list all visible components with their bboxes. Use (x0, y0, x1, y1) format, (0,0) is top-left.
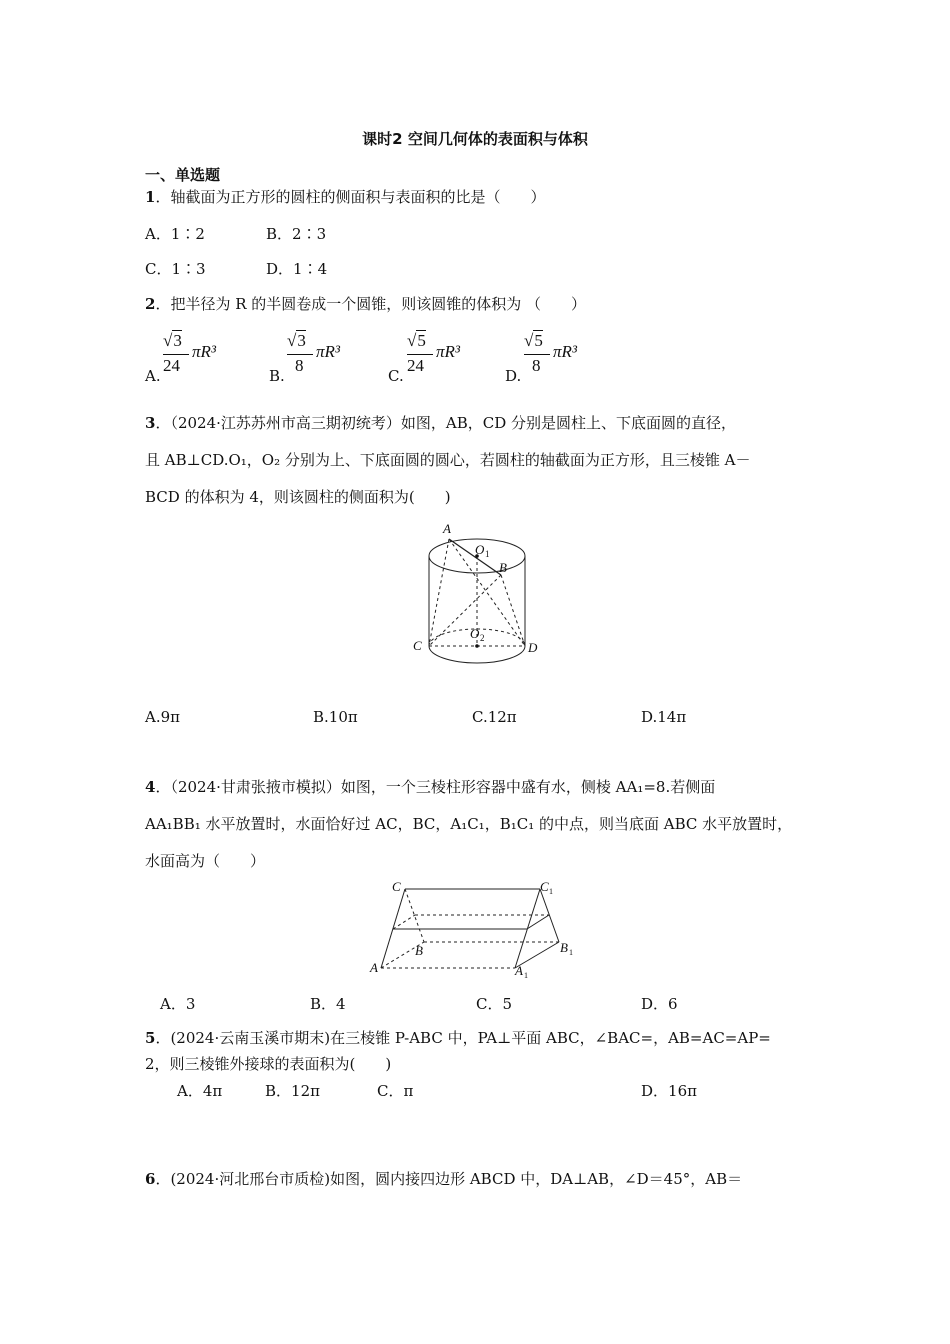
q2-option-d-root: 5 (534, 331, 543, 350)
label-c1: C (540, 879, 549, 894)
q1-option-b: B．2∶3 (266, 225, 327, 243)
question-5-line-2: 2，则三棱锥外接球的表面积为( ) (145, 1055, 392, 1073)
q3-option-c: C.12π (472, 708, 517, 726)
question-1-number: 1 (145, 188, 156, 206)
question-3-number: 3 (145, 414, 156, 432)
q2-option-b-letter: B. (269, 367, 285, 385)
q2-option-c-tail: πR³ (436, 342, 460, 361)
q1-option-a: A．1∶2 (145, 225, 205, 243)
q2-option-a-root: 3 (173, 331, 182, 350)
q2-option-a-fraction: √3 24 πR³ (163, 331, 216, 375)
label-o2: O (470, 626, 480, 641)
q2-option-b-tail: πR³ (316, 342, 340, 361)
q5-option-b: B．12π (265, 1082, 320, 1100)
question-3-text-1: ．（2024·江苏苏州市高三期初统考）如图，AB，CD 分别是圆柱上、下底面圆的直径， (155, 414, 737, 432)
question-4-text-1: ．（2024·甘肃张掖市模拟）如图，一个三棱柱形容器中盛有水，侧棱 AA₁=8.若侧面 (155, 778, 716, 796)
q2-option-d-letter: D. (505, 367, 522, 385)
label-o1-sub: 1 (485, 549, 490, 559)
question-2 (145, 294, 586, 314)
q2-option-b-root: 3 (297, 331, 306, 350)
question-6-line-1 (145, 1169, 742, 1189)
q2-option-b-fraction: √3 8 πR³ (287, 331, 340, 375)
question-4-line-1 (145, 777, 715, 797)
q3-option-b: B.10π (313, 708, 358, 726)
q2-option-c-fraction: √5 24 πR³ (407, 331, 460, 375)
q2-option-b-den: 8 (295, 356, 304, 375)
page-title: 课时2 空间几何体的表面积与体积 (362, 130, 588, 148)
label-o2-sub: 2 (480, 633, 485, 643)
q5-option-c: C．π (377, 1082, 414, 1100)
label-d: D (528, 640, 538, 655)
q5-option-a: A．4π (177, 1082, 223, 1100)
label-c: C (413, 638, 422, 653)
section-heading: 一、单选题 (145, 166, 221, 184)
label-b: B (415, 943, 423, 958)
q1-option-d: D．1∶4 (266, 260, 328, 278)
question-3-line-3: BCD 的体积为 4，则该圆柱的侧面积为( ) (145, 488, 451, 506)
q2-option-a-letter: A. (145, 367, 161, 385)
question-2-text: ．把半径为 R 的半圆卷成一个圆锥，则该圆锥的体积为 （ ） (155, 295, 587, 313)
q2-option-d-fraction: √5 8 πR³ (524, 331, 577, 375)
q2-option-d-den: 8 (532, 356, 541, 375)
label-c: C (392, 879, 401, 894)
question-2-number: 2 (145, 295, 156, 313)
question-1 (145, 187, 545, 207)
question-5-number: 5 (145, 1029, 156, 1047)
question-3-line-1 (145, 413, 736, 433)
label-b: B (499, 560, 507, 575)
q2-option-c-den: 24 (407, 356, 424, 375)
q2-option-a-tail: πR³ (192, 342, 216, 361)
q2-option-d-tail: πR³ (553, 342, 577, 361)
question-5-text-1: ．(2024·云南玉溪市期末)在三棱锥 P-ABC 中，PA⊥平面 ABC，∠BAC=，AB=AC=AP= (155, 1029, 771, 1047)
q5-option-d: D．16π (641, 1082, 697, 1100)
cylinder-figure (405, 518, 555, 668)
label-b1-sub: 1 (569, 948, 573, 957)
q4-option-c: C．5 (476, 995, 513, 1013)
question-4-line-2: AA₁BB₁ 水平放置时，水面恰好过 AC，BC，A₁C₁，B₁C₁ 的中点，则当底面 ABC 水平放置时， (145, 815, 793, 833)
label-a: A (443, 521, 451, 536)
question-3-line-2: 且 AB⊥CD.O₁，O₂ 分别为上、下底面圆的圆心，若圆柱的轴截面为正方形，且三棱锥 A－ (145, 451, 751, 469)
label-a1-sub: 1 (524, 971, 528, 980)
question-6-text-1: ．(2024·河北邢台市质检)如图，圆内接四边形 ABCD 中，DA⊥AB，∠D＝45°，AB＝ (155, 1170, 743, 1188)
question-1-text: ．轴截面为正方形的圆柱的侧面积与表面积的比是（ ） (155, 188, 546, 206)
question-6-number: 6 (145, 1170, 156, 1188)
label-c1-sub: 1 (549, 887, 553, 896)
q1-option-c: C．1∶3 (145, 260, 206, 278)
q2-option-c-letter: C. (388, 367, 404, 385)
q2-option-c-root: 5 (417, 331, 426, 350)
q4-option-b: B．4 (310, 995, 346, 1013)
question-4-number: 4 (145, 778, 156, 796)
label-b1: B (560, 940, 568, 955)
label-a: A (370, 960, 378, 975)
q2-option-a-den: 24 (163, 356, 180, 375)
prism-figure (365, 875, 590, 980)
q4-option-a: A．3 (160, 995, 196, 1013)
question-4-line-3: 水面高为（ ） (145, 852, 266, 870)
q3-option-d: D.14π (641, 708, 687, 726)
question-5-line-1 (145, 1028, 771, 1048)
label-o1: O (475, 542, 485, 557)
q4-option-d: D．6 (641, 995, 678, 1013)
q3-option-a: A.9π (145, 708, 181, 726)
label-a1: A (515, 963, 523, 978)
